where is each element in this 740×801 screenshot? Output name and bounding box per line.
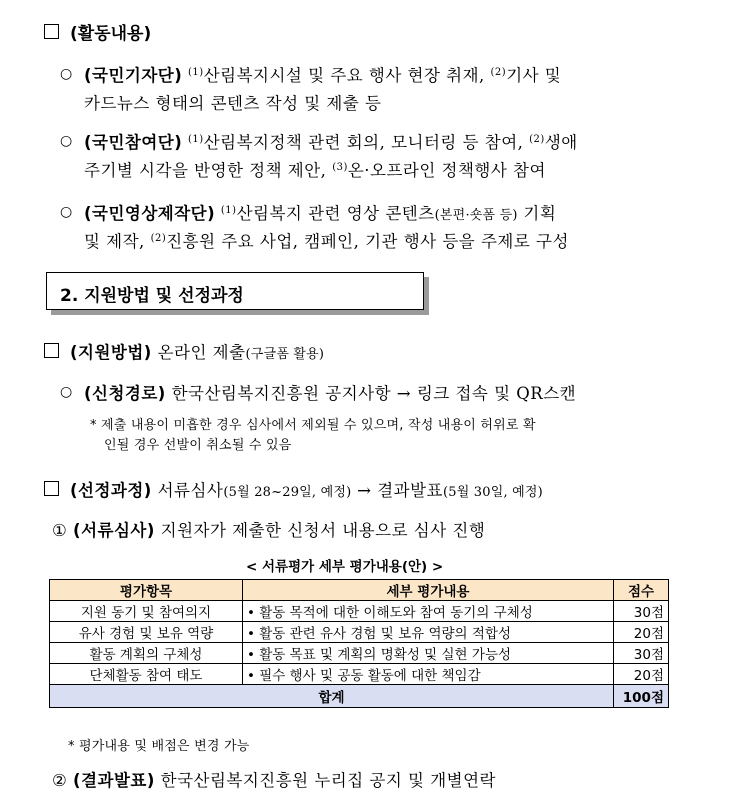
row-item: 유사 경험 및 보유 역량: [50, 622, 243, 643]
circle-bullet-icon: ○: [60, 66, 73, 82]
checkbox-square-icon: [44, 24, 59, 39]
table-caption: < 서류평가 세부 평가내용(안) >: [246, 559, 444, 575]
row-item: 활동 계획의 구체성: [50, 643, 243, 664]
row-item: 지원 동기 및 참여의지: [50, 601, 243, 622]
activity-item-reporters: (국민기자단) $^{(1)}$산림복지시설 및 주요 행사 현장 취재, $^{(2)}$기사 및: [84, 66, 562, 85]
activity-item-video-line2: 및 제작, $^{(2)}$진흥원 주요 사업, 캠페인, 기관 행사 등을 주제로 구성: [84, 232, 569, 251]
step1-line: ① (서류심사) 지원자가 제출한 신청서 내용으로 심사 진행: [52, 521, 486, 540]
row-detail: • 필수 행사 및 공동 활동에 대한 책임감: [243, 664, 614, 685]
activity-heading: (활동내용): [70, 24, 152, 44]
checkbox-square-icon: [44, 481, 59, 496]
row-score: 30점: [614, 601, 669, 622]
route-line: (신청경로) 한국산림복지진흥원 공지사항 → 링크 접속 및 QR스캔: [84, 384, 577, 403]
row-item: 단체활동 참여 태도: [50, 664, 243, 685]
table-row: [50, 664, 669, 685]
header-item: 평가항목: [50, 580, 243, 601]
activity-item-participants: (국민참여단) $^{(1)}$산림복지정책 관련 회의, 모니터링 등 참여, $^{(2)}$생애: [84, 133, 578, 152]
table-header-row: [50, 580, 669, 601]
activity-item-video: (국민영상제작단) $^{(1)}$산림복지 관련 영상 콘텐츠(본편·숏폼 등) 기획: [84, 204, 557, 223]
step2-number: ②: [52, 771, 68, 790]
circle-bullet-icon: ○: [60, 384, 73, 400]
table-row: [50, 601, 669, 622]
row-detail: • 활동 목적에 대한 이해도와 참여 동기의 구체성: [243, 601, 614, 622]
circle-bullet-icon: ○: [60, 204, 73, 220]
step1-number: ①: [52, 521, 68, 540]
selection-line: (선정과정) 서류심사(5월 28~29일, 예정) → 결과발표(5월 30일, 예정): [70, 481, 543, 500]
row-detail: • 활동 관련 유사 경험 및 보유 역량의 적합성: [243, 622, 614, 643]
row-score: 30점: [614, 643, 669, 664]
header-score: 점수: [614, 580, 669, 601]
table-total-row: [50, 685, 669, 708]
activity-item-reporters-line2: 카드뉴스 형태의 콘텐츠 작성 및 제출 등: [84, 94, 382, 113]
step2-line: ② (결과발표) 한국산림복지진흥원 누리집 공지 및 개별연락: [52, 771, 496, 790]
section-title: 2. 지원방법 및 선정과정: [60, 286, 244, 306]
total-label: 합계: [50, 685, 614, 708]
circle-bullet-icon: ○: [60, 133, 73, 149]
table-row: [50, 622, 669, 643]
method-note-line2: 인될 경우 선발이 취소될 수 있음: [104, 438, 292, 453]
total-score: 100점: [614, 685, 669, 708]
evaluation-table: [49, 579, 669, 708]
table-row: [50, 643, 669, 664]
row-score: 20점: [614, 622, 669, 643]
method-line: (지원방법) 온라인 제출(구글폼 활용): [70, 343, 325, 362]
row-detail: • 활동 목표 및 계획의 명확성 및 실현 가능성: [243, 643, 614, 664]
method-note-line1: * 제출 내용이 미흡한 경우 심사에서 제외될 수 있으며, 작성 내용이 허위로 확: [90, 418, 536, 433]
table-note: * 평가내용 및 배점은 변경 가능: [68, 739, 250, 754]
activity-item-participants-line2: 주기별 시각을 반영한 정책 제안, $^{(3)}$온·오프라인 정책행사 참여: [84, 161, 546, 180]
row-score: 20점: [614, 664, 669, 685]
header-detail: 세부 평가내용: [243, 580, 614, 601]
checkbox-square-icon: [44, 343, 59, 358]
